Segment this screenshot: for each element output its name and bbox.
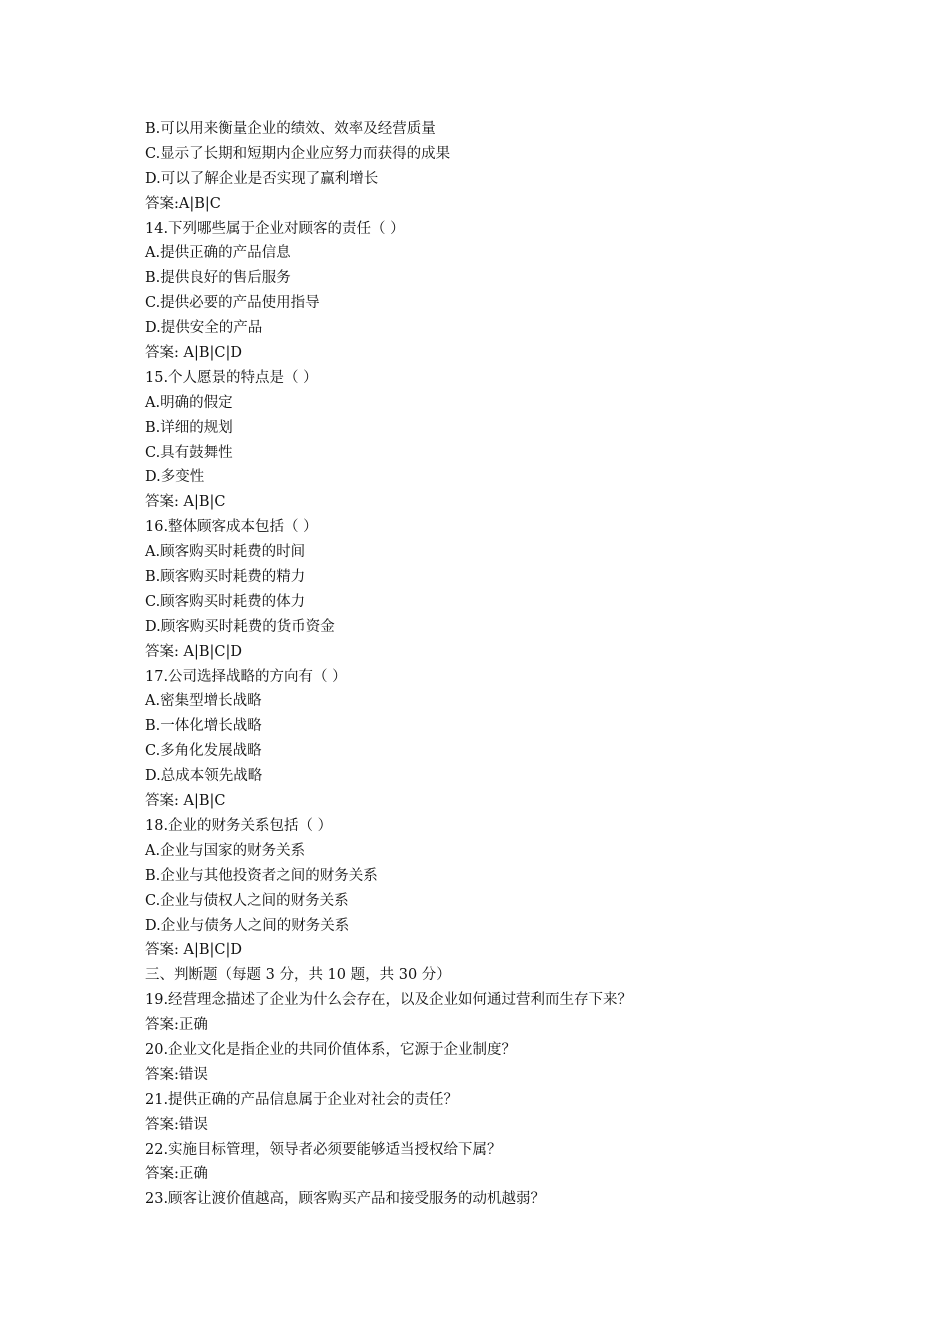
option-line: D.提供安全的产品	[145, 320, 263, 337]
question-line: 15.个人愿景的特点是（ ）	[145, 369, 318, 386]
question-line: 14.下列哪些属于企业对顾客的责任（ ）	[145, 220, 405, 237]
answer-line: 答案: A|B|C|D	[145, 643, 242, 660]
option-line: A.密集型增长战略	[145, 693, 262, 710]
question-line: 21.提供正确的产品信息属于企业对社会的责任？	[145, 1091, 459, 1108]
option-line: C.多角化发展战略	[145, 743, 262, 760]
question-line: 17.公司选择战略的方向有（ ）	[145, 668, 347, 685]
option-line: B.企业与其他投资者之间的财务关系	[145, 867, 378, 884]
option-line: C.提供必要的产品使用指导	[145, 295, 320, 312]
answer-line: 答案:正确	[145, 1166, 208, 1183]
option-line: A.明确的假定	[145, 394, 233, 411]
answer-line: 答案: A|B|C	[145, 494, 226, 511]
answer-line: 答案:错误	[145, 1066, 208, 1083]
option-line: B.顾客购买时耗费的精力	[145, 569, 306, 586]
question-line: 22.实施目标管理，领导者必须要能够适当授权给下属？	[145, 1141, 502, 1158]
question-line: 19.经营理念描述了企业为什么会存在，以及企业如何通过营利而生存下来？	[145, 992, 633, 1009]
option-line: D.企业与债务人之间的财务关系	[145, 917, 350, 934]
option-line: B.可以用来衡量企业的绩效、效率及经营质量	[145, 121, 436, 137]
option-line: C.具有鼓舞性	[145, 444, 233, 461]
option-line: C.显示了长期和短期内企业应努力而获得的成果	[145, 145, 451, 162]
section-heading: 三、判断题（每题 3 分，共 10 题，共 30 分）	[145, 967, 451, 984]
option-line: A.提供正确的产品信息	[145, 245, 291, 262]
option-line: D.可以了解企业是否实现了赢利增长	[145, 170, 379, 187]
document-page	[145, 117, 845, 1212]
option-line: D.总成本领先战略	[145, 768, 263, 785]
option-line: B.一体化增长战略	[145, 718, 262, 735]
option-line: A.顾客购买时耗费的时间	[145, 544, 306, 561]
answer-line: 答案:错误	[145, 1116, 208, 1133]
option-line: C.顾客购买时耗费的体力	[145, 593, 306, 610]
question-line: 18.企业的财务关系包括（ ）	[145, 817, 333, 834]
answer-line: 答案: A|B|C|D	[145, 942, 242, 959]
answer-line: 答案:A|B|C	[145, 195, 221, 212]
option-line: A.企业与国家的财务关系	[145, 842, 306, 859]
option-line: D.顾客购买时耗费的货币资金	[145, 618, 335, 635]
option-line: B.提供良好的售后服务	[145, 270, 291, 287]
option-line: B.详细的规划	[145, 419, 233, 436]
question-line: 23.顾客让渡价值越高，顾客购买产品和接受服务的动机越弱？	[145, 1191, 546, 1208]
answer-line: 答案: A|B|C	[145, 793, 226, 810]
question-line: 16.整体顾客成本包括（ ）	[145, 519, 318, 536]
answer-line: 答案: A|B|C|D	[145, 345, 242, 362]
question-line: 20.企业文化是指企业的共同价值体系，它源于企业制度？	[145, 1041, 517, 1058]
answer-line: 答案:正确	[145, 1017, 208, 1034]
option-line: D.多变性	[145, 469, 205, 486]
option-line: C.企业与债权人之间的财务关系	[145, 892, 349, 909]
